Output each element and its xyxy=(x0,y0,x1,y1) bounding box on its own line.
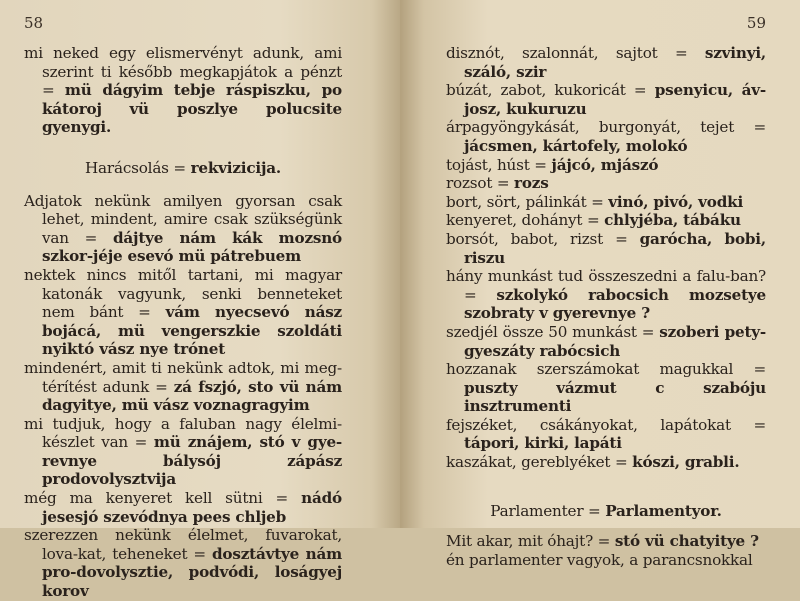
phrase-entry xyxy=(446,81,766,118)
phrase-translation: dosztávtye nám pro-dovolysztie, podvódi, loságyej korov xyxy=(42,544,342,601)
section-heading xyxy=(24,159,342,178)
heading-source: Harácsolás = xyxy=(85,158,186,177)
phrase-entry xyxy=(446,453,766,472)
intro-ru-line: vü poszlye polucsite gyenygi. xyxy=(42,99,342,137)
phrase-source: disznót, szalonnát, sajtot = xyxy=(446,44,688,62)
intro-entry xyxy=(24,44,342,137)
phrase-translation: vinó, pivó, vodki xyxy=(608,192,744,211)
phrase-entry xyxy=(24,415,342,489)
phrase-source: szerezzen nekünk élelmet, fuvarokat, lova-kat, teheneket = xyxy=(24,526,342,563)
phrase-translation: szkolykó rabocsich mozsetye szobraty v gyerevnye ? xyxy=(464,285,766,323)
phrase-entry xyxy=(446,416,766,453)
phrase-translation: szvinyi, száló, szir xyxy=(464,44,766,81)
phrase-source: tojást, húst = xyxy=(446,155,547,174)
right-page xyxy=(400,0,800,569)
intro-line: mi neked egy elismervényt adunk, ami xyxy=(24,44,342,62)
phrase-entry xyxy=(24,359,342,415)
heading-translation: Parlamentyor. xyxy=(605,501,722,520)
phrase-source: rozsot = xyxy=(446,174,510,193)
left-column xyxy=(24,44,342,601)
phrase-entry xyxy=(24,192,342,266)
right-column xyxy=(446,44,766,569)
phrase-source: szedjél össze 50 munkást = xyxy=(446,322,655,341)
phrase-source: hozzanak szerszámokat magukkal = xyxy=(446,360,766,379)
phrase-source: borsót, babot, rizst = xyxy=(446,229,628,248)
phrase-entry xyxy=(24,489,342,526)
phrase-source: még ma kenyeret kell sütni = xyxy=(24,489,289,508)
phrase-translation: psenyicu, áv-josz, kukuruzu xyxy=(464,81,767,118)
phrase-source: kaszákat, gereblyéket = xyxy=(446,453,628,472)
page-number: 59 xyxy=(746,14,766,32)
phrase-source: Mit akar, mit óhajt? = xyxy=(446,532,611,551)
phrase-translation: tápori, kirki, lapáti xyxy=(464,434,622,453)
phrase-translation: dájtye nám kák mozsnó szkor-jéje esevó mü pátrebuem xyxy=(42,228,342,266)
phrase-source: fejszéket, csákányokat, lapátokat = xyxy=(446,415,766,434)
phrase-translation: mü znájem, stó v gye-revnye bálysój zápász prodovolysztvija xyxy=(42,433,343,489)
phrase-entry xyxy=(446,118,766,155)
phrase-source: Adjatok nekünk amilyen gyorsan csak lehet, mindent, amire csak szükségünk van = xyxy=(24,191,342,247)
phrase-entry xyxy=(446,360,766,416)
phrase-source: mindenért, amit ti nekünk adtok, mi meg-térítést adunk = xyxy=(24,358,342,396)
heading-source: Parlamenter = xyxy=(490,501,601,520)
phrase-entry xyxy=(446,156,766,175)
phrase-entry xyxy=(446,211,766,230)
section-heading xyxy=(446,502,766,521)
phrase-translation: rozs xyxy=(514,174,549,193)
phrase-translation: garócha, bobi, riszu xyxy=(464,229,766,267)
intro-ru-line: mü dágyim tebje ráspiszku, po kátoroj xyxy=(42,81,342,118)
phrase-entry xyxy=(24,266,342,359)
phrase-translation: szoberi pety-gyeszáty rabócsich xyxy=(464,322,766,360)
phrase-source: bort, sört, pálinkát = xyxy=(446,192,604,211)
phrase-entry xyxy=(446,44,766,81)
phrase-translation: zá fszjó, sto vü nám dagyitye, mü vász voznagragyim xyxy=(42,377,342,415)
phrase-source: árpagyöngykását, burgonyát, tejet = xyxy=(446,118,766,137)
phrase-entry xyxy=(446,267,766,323)
phrase-entry xyxy=(446,193,766,212)
phrase-source: kenyeret, dohányt = xyxy=(446,211,600,230)
phrase-source: én parlamenter vagyok, a parancsnokkal xyxy=(446,550,753,569)
phrase-source: búzát, zabot, kukoricát = xyxy=(446,81,647,100)
phrase-entry xyxy=(446,174,766,193)
phrase-translation: nádó jesesjó szevódnya pees chljeb xyxy=(42,489,342,526)
phrase-translation: chlyjéba, tábáku xyxy=(604,211,741,230)
page-number: 58 xyxy=(24,14,44,32)
phrase-entry xyxy=(24,526,342,600)
phrase-source: hány munkást tud összeszedni a falu-ban? = xyxy=(446,267,766,304)
phrase-translation: puszty vázmut c szabóju insztrumenti xyxy=(464,378,766,416)
heading-translation: rekvizicija. xyxy=(190,158,281,177)
phrase-translation: jájcó, mjászó xyxy=(551,155,659,174)
phrase-translation: jácsmen, kártofely, molokó xyxy=(464,136,688,155)
phrase-entry xyxy=(446,532,766,551)
phrase-translation: stó vü chatyitye ? xyxy=(614,532,759,551)
phrase-translation: vám nyecsevó nász bojácá, mü vengerszkie szoldáti nyiktó vász nye trónet xyxy=(42,303,342,359)
phrase-entry xyxy=(446,323,766,360)
intro-line: szerint ti később megkapjátok a pénzt = xyxy=(42,62,342,100)
phrase-source: nektek nincs mitől tartani, mi magyar katonák vagyunk, senki benneteket nem bánt = xyxy=(24,265,342,322)
phrase-entry xyxy=(446,230,766,267)
phrase-entry xyxy=(446,551,766,570)
phrase-source: mi tudjuk, hogy a faluban nagy élelmi-készlet van = xyxy=(24,414,342,452)
phrase-translation: kószi, grabli. xyxy=(632,453,740,472)
